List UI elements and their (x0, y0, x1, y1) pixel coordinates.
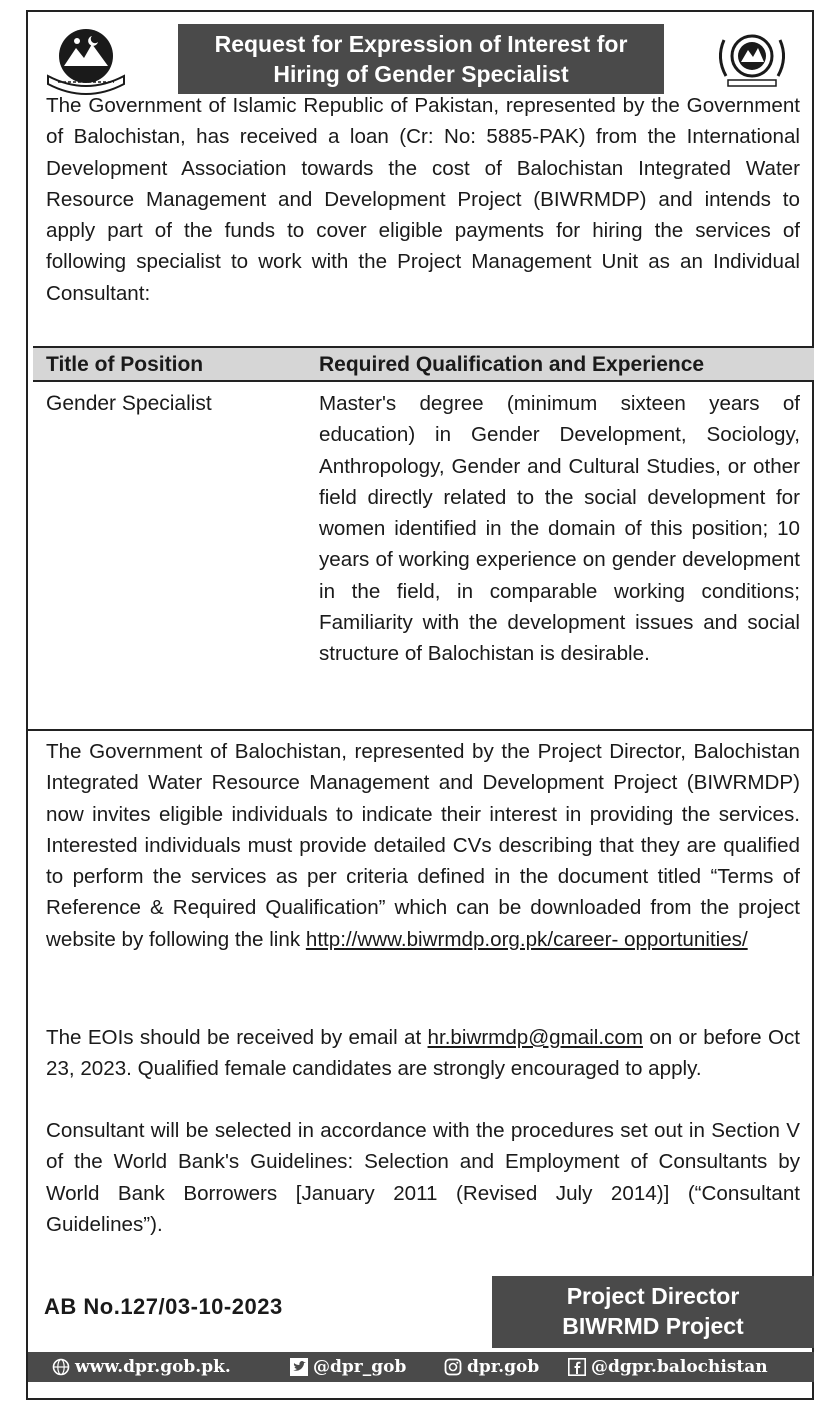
signatory-box (492, 1276, 814, 1348)
invitation-text: The Government of Balochistan, represented by the Project Director, Balochistan Integrated Water Resource Management and Development Project (BIWRMDP) now invites eligible individuals to indicate their interest in providing the services. Interested individuals must provide detailed CVs describing that they are qualified to perform the services as per criteria defined in the document titled “Terms of Reference & Required Qualification” which can be downloaded from the project website by following the link (46, 740, 800, 951)
footer-facebook[interactable] (568, 1352, 768, 1382)
signatory-line-2: BIWRMD Project (562, 1313, 744, 1339)
footer-instagram-text: dpr.gob (467, 1357, 540, 1377)
footer-website-text: www.dpr.gob.pk. (75, 1357, 231, 1377)
reference-number: AB No.127/03-10-2023 (44, 1294, 283, 1319)
twitter-icon (290, 1358, 308, 1376)
qualification-cell: Master's degree (minimum sixteen years of education) in Gender Development, Sociology, Anthropology, Gender and Cultural Studies, or other field directly related to the social development for women identified in the domain of this position; 10 years of working experience on gender development in the field, in comparable working conditions; Familiarity with the development issues and social structure of Balochistan is desirable. (319, 392, 800, 666)
submission-text-before: The EOIs should be received by email at (46, 1026, 428, 1049)
project-seal-icon (712, 26, 792, 94)
col-header-qualification: Required Qualification and Experience (319, 353, 705, 376)
footer-twitter-text: @dpr_gob (313, 1357, 407, 1377)
footer-instagram[interactable] (444, 1352, 539, 1382)
footer-website[interactable] (52, 1352, 231, 1382)
instagram-icon (444, 1358, 462, 1376)
ad-title-line-1: Request for Expression of Interest for (214, 31, 628, 57)
signatory-line-1: Project Director (566, 1283, 740, 1309)
careers-link[interactable]: http://www.biwrmdp.org.pk/career- opportunities/ (305, 927, 748, 951)
intro-paragraph: The Government of Islamic Republic of Pakistan, represented by the Government of Balochistan, has received a loan (Cr: No: 5885-PAK) from the International Development Association towards the cost of Balochistan Integrated Water Resource Management and Development Project (BIWRMDP) and intends to apply part of the funds to cover eligible payments for hiring the services of following specialist to work with the Project Management Unit as an Individual Consultant: (46, 94, 800, 305)
submission-paragraph (46, 1022, 800, 1085)
invitation-paragraph (46, 736, 800, 955)
globe-icon (52, 1358, 70, 1376)
selection-paragraph: Consultant will be selected in accordance with the procedures set out in Section V of the World Bank's Guidelines: Selection and Employment of Consultants by World Bank Borrowers [January 2011 (Revised July 2014)] (“Consultant Guidelines”). (46, 1119, 800, 1236)
ad-title-line-2: Hiring of Gender Specialist (273, 61, 569, 87)
balochistan-emblem-icon (44, 24, 128, 96)
footer-bar (28, 1352, 814, 1382)
table-bottom-rule (28, 729, 814, 731)
email-link[interactable]: hr.biwrmdp@gmail.com (427, 1026, 643, 1049)
footer-facebook-text: @dgpr.balochistan (591, 1357, 768, 1377)
facebook-icon (568, 1358, 586, 1376)
ad-title-box (178, 24, 664, 94)
footer-twitter[interactable] (290, 1352, 406, 1382)
col-header-title: Title of Position (46, 353, 204, 376)
table-header-row (33, 346, 814, 382)
position-title-cell: Gender Specialist (46, 392, 212, 415)
submission-text-after: on or before Oct 23, 2023. Qualified female candidates are strongly encouraged to apply. (46, 1026, 800, 1081)
